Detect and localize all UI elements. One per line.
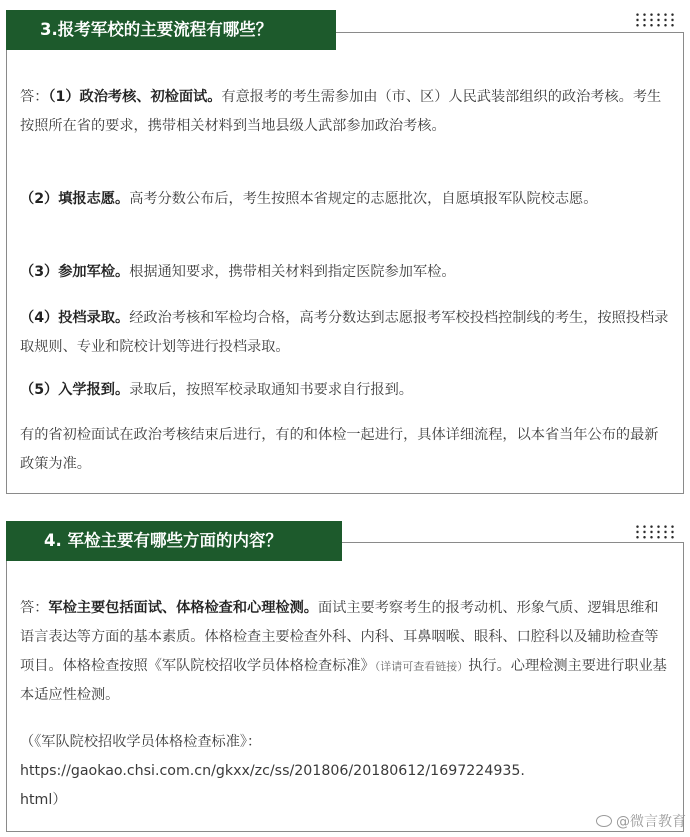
section-3-paragraph-3 [20,258,672,287]
step-4-heading: （4）投档录取。 [20,310,130,326]
step-5-heading: （5）入学报到。 [20,382,130,398]
reference-title: （《军队院校招收学员体格检查标准》： [20,734,262,750]
watermark [596,811,686,831]
section-3-paragraph-1 [20,83,672,141]
step-2-text: 高考分数公布后，考生按照本省规定的志愿批次，自愿填报军队院校志愿。 [129,191,598,207]
step-1-heading: （1）政治考核、初检面试。 [48,89,222,105]
step-2-heading: （2）填报志愿。 [20,191,130,207]
watermark-text: @微言教育 [616,814,686,830]
step-4-text: 经政治考核和军检均合格，高考分数达到志愿报考军校投档控制线的考生，按照投档录取规则、专业和院校计划等进行投档录取。 [20,310,669,355]
section-4-title: 4. 军检主要有哪些方面的内容？ [6,521,342,561]
section-4-paragraph-1 [20,594,672,710]
step-5-text: 录取后，按照军校录取通知书要求自行报到。 [129,382,413,398]
weibo-icon [596,815,612,827]
reference-url[interactable]: https://gaokao.chsi.com.cn/gkxx/zc/ss/201806/20180612/1697224935. [20,763,525,779]
step-3-text: 根据通知要求，携带相关材料到指定医院参加军检。 [129,264,456,280]
reference-url-end[interactable]: html） [20,792,67,808]
exam-summary-heading: 军检主要包括面试、体格检查和心理检测。 [48,600,318,616]
exam-details-text-2: 执行。心理检测主要进行职业基本适应性检测。 [20,658,667,703]
dot-grid-decoration [634,12,678,28]
section-3-paragraph-4 [20,304,672,362]
section-3-paragraph-2 [20,185,672,214]
answer-prefix: 答： [20,600,49,616]
section-3-note: 有的省初检面试在政治考核结束后进行，有的和体检一起进行，具体详细流程，以本省当年公布的最新政策为准。 [20,427,659,472]
link-note: （详请可查看链接） [374,660,469,673]
answer-prefix: 答： [20,89,49,105]
step-1-text: 有意报考的考生需参加由（市、区）人民武装部组织的政治考核。考生按照所在省的要求，携带相关材料到当地县级人武部参加政治考核。 [20,89,662,134]
section-3-paragraph-5 [20,376,672,405]
section-4-reference [20,728,672,815]
exam-details-text: 面试主要考察考生的报考动机、形象气质、逻辑思维和语言表达等方面的基本素质。体格检查主要检查外科、内科、耳鼻咽喉、眼科、口腔科以及辅助检查等项目。体格检查按照《军队院校招收学员体格检查标准》 [20,600,659,674]
dot-grid-decoration [634,524,678,540]
step-3-heading: （3）参加军检。 [20,264,130,280]
section-3-title: 3.报考军校的主要流程有哪些？ [6,10,336,50]
